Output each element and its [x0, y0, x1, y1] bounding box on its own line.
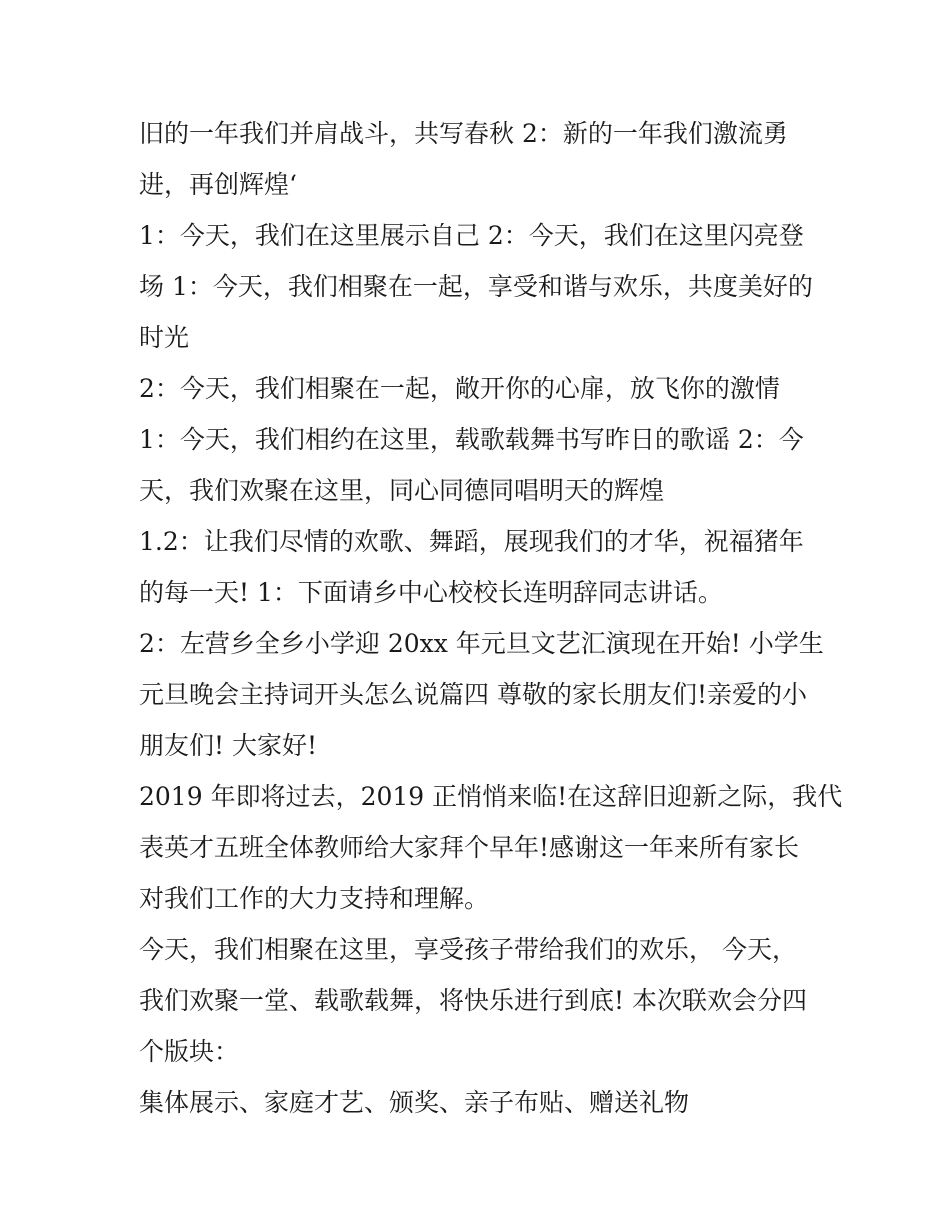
text-line: 今天，我们相聚在这里，享受孩子带给我们的欢乐， 今天， — [139, 935, 797, 964]
text-line: 进，再创辉煌‘ — [139, 170, 297, 199]
text-line: 场 1：今天，我们相聚在一起，享受和谐与欢乐，共度美好的 — [139, 272, 813, 301]
paragraph — [139, 516, 819, 618]
paragraph — [139, 363, 819, 414]
text-line: 2019 年即将过去，2019 正悄悄来临!在这辞旧迎新之际，我代 — [139, 782, 843, 811]
text-line: 旧的一年我们并肩战斗，共写春秋 2：新的一年我们激流勇 — [139, 119, 788, 148]
text-line: 集体展示、家庭才艺、颁奖、亲子布贴、赠送礼物 — [139, 1088, 690, 1117]
document-body — [139, 108, 843, 1128]
paragraph — [139, 414, 819, 516]
text-line: 1.2：让我们尽情的欢歌、舞蹈，展现我们的才华，祝福猪年 — [139, 527, 804, 556]
text-line: 对我们工作的大力支持和理解。 — [139, 884, 490, 913]
text-line: 2：左营乡全乡小学迎 20xx 年元旦文艺汇演现在开始! 小学生 — [139, 629, 824, 658]
text-line: 我们欢聚一堂、载歌载舞，将快乐进行到底! 本次联欢会分四 — [139, 986, 807, 1015]
paragraph — [139, 924, 819, 1077]
text-line: 2：今天，我们相聚在一起，敞开你的心扉，放飞你的激情 — [139, 374, 780, 403]
text-line: 1：今天，我们在这里展示自己 2：今天，我们在这里闪亮登 — [139, 221, 804, 250]
text-line: 朋友们! 大家好! — [139, 731, 318, 760]
text-line: 1：今天，我们相约在这里，载歌载舞书写昨日的歌谣 2：今 — [139, 425, 804, 454]
text-line: 元旦晚会主持词开头怎么说篇四 尊敬的家长朋友们!亲爱的小 — [139, 680, 807, 709]
text-line: 个版块： — [139, 1037, 240, 1066]
text-line: 天，我们欢聚在这里，同心同德同唱明天的辉煌 — [139, 476, 665, 505]
text-line: 表英才五班全体教师给大家拜个早年!感谢这一年来所有家长 — [139, 833, 800, 862]
text-line: 时光 — [139, 323, 190, 352]
paragraph — [139, 618, 824, 771]
paragraph — [139, 771, 843, 924]
paragraph — [139, 108, 819, 210]
text-line: 的每一天! 1：下面请乡中心校校长连明辞同志讲话。 — [139, 578, 723, 607]
paragraph — [139, 1077, 819, 1128]
paragraph — [139, 210, 819, 363]
